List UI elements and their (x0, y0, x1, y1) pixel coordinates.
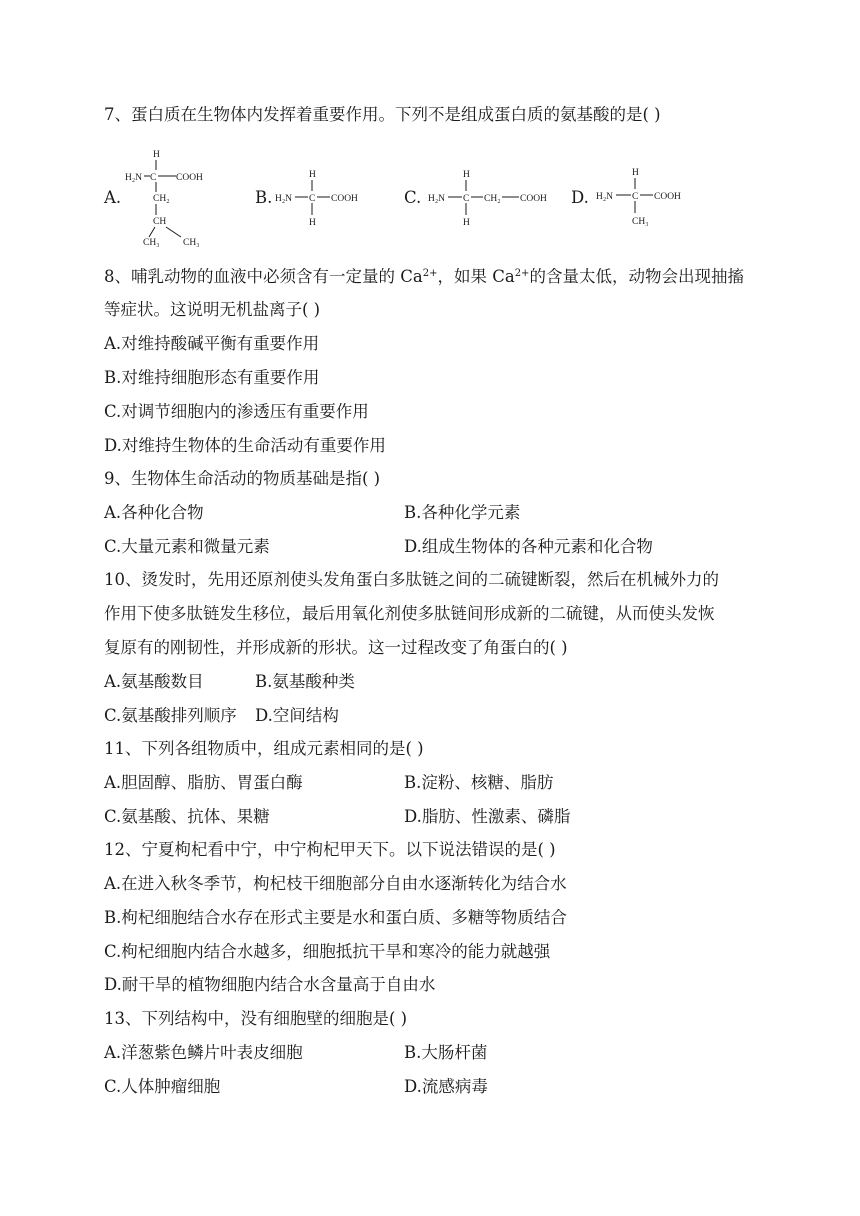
atom-label: COOH (520, 194, 547, 204)
q10-stem-line-2: 作用下使多肽链发生移位，最后用氧化剂使多肽链间形成新的二硫键，从而使头发恢 (104, 604, 715, 623)
atom-c: C (463, 194, 470, 204)
atom-label: H (463, 170, 470, 180)
q7-structure-b (273, 144, 373, 252)
atom-label: COOH (176, 173, 203, 183)
atom-label: H₂N (125, 173, 143, 183)
atom-label: H₂N (596, 192, 614, 202)
atom-label: H (309, 218, 316, 228)
q13-option-c: C.人体肿瘤细胞 (104, 1077, 221, 1096)
text-segment: 的含量太低，动物会出现抽搐 (529, 267, 744, 286)
q13-option-b: B.大肠杆菌 (404, 1043, 488, 1062)
atom-label: CH₃ (632, 217, 649, 227)
q12-option-c: C.枸杞细胞内结合水越多，细胞抵抗干旱和寒冷的能力就越强 (104, 942, 551, 961)
q8-stem-line-1 (104, 265, 744, 289)
q7-structure-c (426, 144, 562, 252)
q10-option-d: D.空间结构 (255, 706, 339, 725)
q8-option-c: C.对调节细胞内的渗透压有重要作用 (104, 402, 369, 421)
atom-c: C (309, 194, 316, 204)
q11-option-a: A.胆固醇、脂肪、胃蛋白酶 (104, 773, 303, 792)
q13-option-d: D.流感病毒 (404, 1077, 488, 1096)
atom-label: H (153, 150, 160, 160)
q7-option-a-label: A. (104, 188, 122, 207)
q9-option-d: D.组成生物体的各种元素和化合物 (404, 537, 653, 556)
q10-option-c: C.氨基酸排列顺序 (104, 706, 237, 725)
q13-option-a: A.洋葱紫色鳞片叶表皮细胞 (104, 1043, 303, 1062)
atom-label: H₂N (428, 194, 446, 204)
q7-option-c-label: C. (404, 188, 422, 207)
q9-stem: 9、生物体生命活动的物质基础是指( ) (104, 469, 381, 488)
q12-option-a: A.在进入秋冬季节，枸杞枝干细胞部分自由水逐渐转化为结合水 (104, 874, 567, 893)
q8-option-a: A.对维持酸碱平衡有重要作用 (104, 334, 320, 353)
atom-label: CH₃ (143, 238, 160, 248)
q12-stem: 12、宁夏枸杞看中宁，中宁枸杞甲天下。以下说法错误的是( ) (104, 840, 556, 859)
text-segment: 8、哺乳动物的血液中必须含有一定量的 Ca (104, 267, 423, 286)
superscript: 2+ (422, 268, 438, 279)
atom-label: CH₂ (153, 194, 170, 204)
atom-label: CH₂ (484, 194, 501, 204)
q7-structure-a (122, 144, 222, 252)
atom-label: COOH (654, 192, 681, 202)
q12-option-d: D.耐干旱的植物细胞内结合水含量高于自由水 (104, 975, 436, 994)
q11-stem: 11、下列各组物质中，组成元素相同的是( ) (104, 739, 424, 758)
atom-label: CH₃ (183, 238, 200, 248)
atom-label: H (309, 170, 316, 180)
atom-c: C (632, 192, 639, 202)
atom-label: H₂N (275, 194, 293, 204)
q9-option-a: A.各种化合物 (104, 503, 204, 522)
q7-structure-d (594, 144, 694, 252)
atom-label: H (632, 168, 639, 178)
atom-label: CH (153, 217, 167, 227)
q11-option-d: D.脂肪、性激素、磷脂 (404, 807, 571, 826)
superscript: 2+ (514, 268, 530, 279)
q13-stem: 13、下列结构中，没有细胞壁的细胞是( ) (104, 1009, 408, 1028)
q10-option-a: A.氨基酸数目 (104, 672, 204, 691)
q8-option-b: B.对维持细胞形态有重要作用 (104, 368, 320, 387)
q8-stem-line-2: 等症状。这说明无机盐离子( ) (104, 300, 321, 319)
q7-option-d-label: D. (571, 188, 589, 207)
q12-option-b: B.枸杞细胞结合水存在形式主要是水和蛋白质、多糖等物质结合 (104, 908, 567, 927)
atom-label: H (463, 218, 470, 228)
q11-option-b: B.淀粉、核糖、脂肪 (404, 773, 554, 792)
q7-option-b-label: B. (255, 188, 273, 207)
q9-option-c: C.大量元素和微量元素 (104, 537, 270, 556)
atom-label: COOH (331, 194, 358, 204)
q11-option-c: C.氨基酸、抗体、果糖 (104, 807, 270, 826)
q8-option-d: D.对维持生物体的生命活动有重要作用 (104, 436, 386, 455)
q10-option-b: B.氨基酸种类 (255, 672, 355, 691)
q10-stem-line-3: 复原有的刚韧性，并形成新的形状。这一过程改变了角蛋白的( ) (104, 638, 568, 657)
q7-stem: 7、蛋白质在生物体内发挥着重要作用。下列不是组成蛋白质的氨基酸的是( ) (104, 105, 661, 124)
text-segment: ，如果 Ca (437, 267, 515, 286)
q9-option-b: B.各种化学元素 (404, 503, 521, 522)
atom-c: C (150, 173, 157, 183)
q10-stem-line-1: 10、烫发时，先用还原剂使头发角蛋白多肽链之间的二硫键断裂，然后在机械外力的 (104, 570, 719, 589)
